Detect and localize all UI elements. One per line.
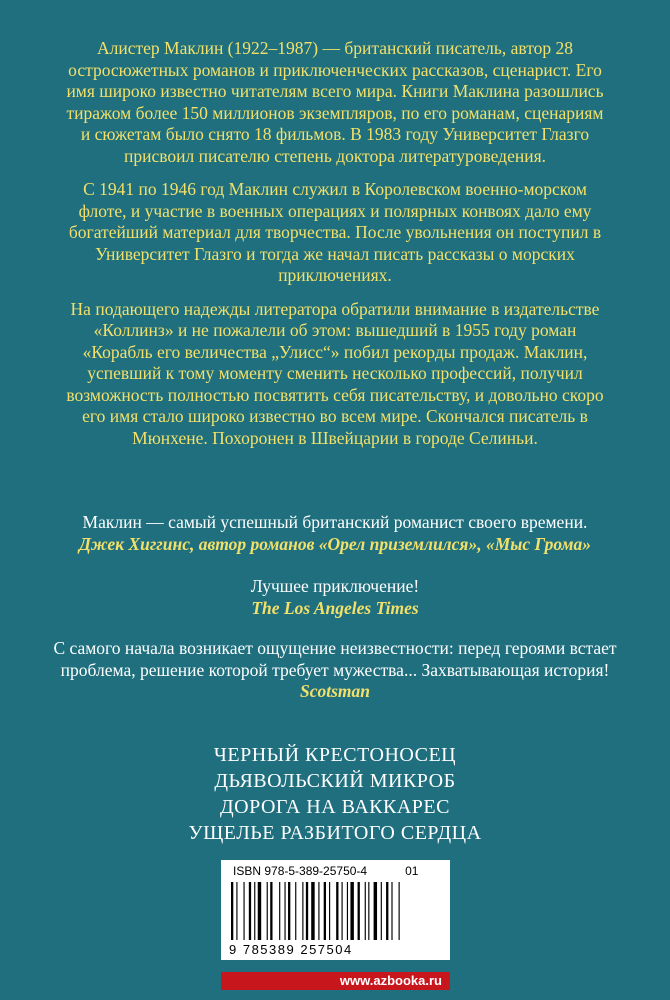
barcode-stripe <box>302 882 303 940</box>
barcode-stripe <box>347 882 348 940</box>
quote-source: The Los Angeles Times <box>251 597 419 618</box>
barcode-stripe <box>267 882 268 940</box>
barcode-stripe <box>270 882 272 940</box>
barcode-stripe <box>381 882 382 940</box>
barcode-stripe <box>231 882 233 940</box>
barcode-bars <box>231 882 441 942</box>
barcode-stripe <box>318 882 319 940</box>
bio-paragraph-1: Алистер Маклин (1922–1987) — британский писатель, автор 28 остросюжетных романов и приключенческих рассказов, сценарист. Его имя широко известно читателям всего мира. Книги Маклина разошлись тиражом более 150 миллионов экземпляров, по его романам, сценариям и сюжетам было снято 18 фильмов. В 1983 году Университет Глазго присвоил писателю степень доктора литературоведения. <box>66 38 604 166</box>
barcode-stripe <box>350 882 353 940</box>
book-titles-list <box>40 742 630 846</box>
barcode-stripe <box>254 882 255 940</box>
barcode-stripe <box>311 882 314 940</box>
review-quote-3 <box>40 638 630 703</box>
review-quote-2 <box>40 576 630 619</box>
barcode-digits: 9 785389 257504 <box>229 942 353 957</box>
bio-paragraph-2: С 1941 по 1946 год Маклин служил в Королевском военно-морском флоте, и участие в военных операциях и полярных конвоях дало ему богатейший материал для творчества. После увольнения он поступил в Университет Глазго и тогда же начал писать рассказы о морских приключениях. <box>68 179 602 285</box>
quote-text: С самого начала возникает ощущение неизвестности: перед героями встает проблема, решение которой требует мужества... Захватывающая история! <box>53 638 617 680</box>
publisher-website[interactable]: www.azbooka.ru <box>221 972 450 990</box>
barcode-stripe <box>386 882 388 940</box>
review-quote-1 <box>40 512 630 555</box>
isbn-label: ISBN 978-5-389-25750-4 01 <box>233 864 419 878</box>
bio-paragraph-3: На подающего надежды литератора обратили внимание в издательстве «Коллинз» и не пожалели об этом: вышедший в 1955 году роман «Корабль его величества „Улисс“» побил рекорды продаж. Маклин, успевший к тому моменту сменить несколько профессий, получил возможность полностью посвятить себя писательству, и довольно скоро его имя стало широко известно во всем мире. Скончался писатель в Мюнхене. Похоронен в Швейцарии в городе Селиньи. <box>66 298 604 448</box>
quote-text: Лучшее приключение! <box>250 576 420 596</box>
barcode-stripe <box>329 882 330 940</box>
barcode-stripe <box>324 882 326 940</box>
book-title: ДЬЯВОЛЬСКИЙ МИКРОБ <box>214 770 456 792</box>
book-title: ДОРОГА НА ВАККАРЕС <box>220 796 450 818</box>
barcode-stripe <box>306 882 308 940</box>
book-title: УЩЕЛЬЕ РАЗБИТОГО СЕРДЦА <box>188 822 482 844</box>
barcode-stripe <box>336 882 338 940</box>
barcode-stripe <box>358 882 360 940</box>
barcode-stripe <box>236 882 237 940</box>
barcode-stripe <box>368 882 369 940</box>
barcode-stripe <box>288 882 290 940</box>
barcode-stripe <box>295 882 296 940</box>
barcode-stripe <box>365 882 366 940</box>
barcode-stripe <box>243 882 244 940</box>
barcode-stripe <box>258 882 261 940</box>
isbn-barcode <box>221 860 450 960</box>
barcode-stripe <box>249 882 251 940</box>
barcode-stripe <box>342 882 343 940</box>
quote-source: Scotsman <box>299 681 371 701</box>
book-title: ЧЕРНЫЙ КРЕСТОНОСЕЦ <box>213 744 457 766</box>
quote-source: Джек Хиггинс, автор романов «Орел приземлился», «Мыс Грома» <box>79 533 591 554</box>
barcode-stripe <box>391 882 392 940</box>
quote-text: Маклин — самый успешный британский романист своего времени. <box>82 512 588 532</box>
barcode-stripe <box>284 882 285 940</box>
barcode-stripe <box>279 882 280 940</box>
barcode-stripe <box>374 882 377 940</box>
barcode-stripe <box>399 882 400 940</box>
author-biography <box>60 38 610 461</box>
